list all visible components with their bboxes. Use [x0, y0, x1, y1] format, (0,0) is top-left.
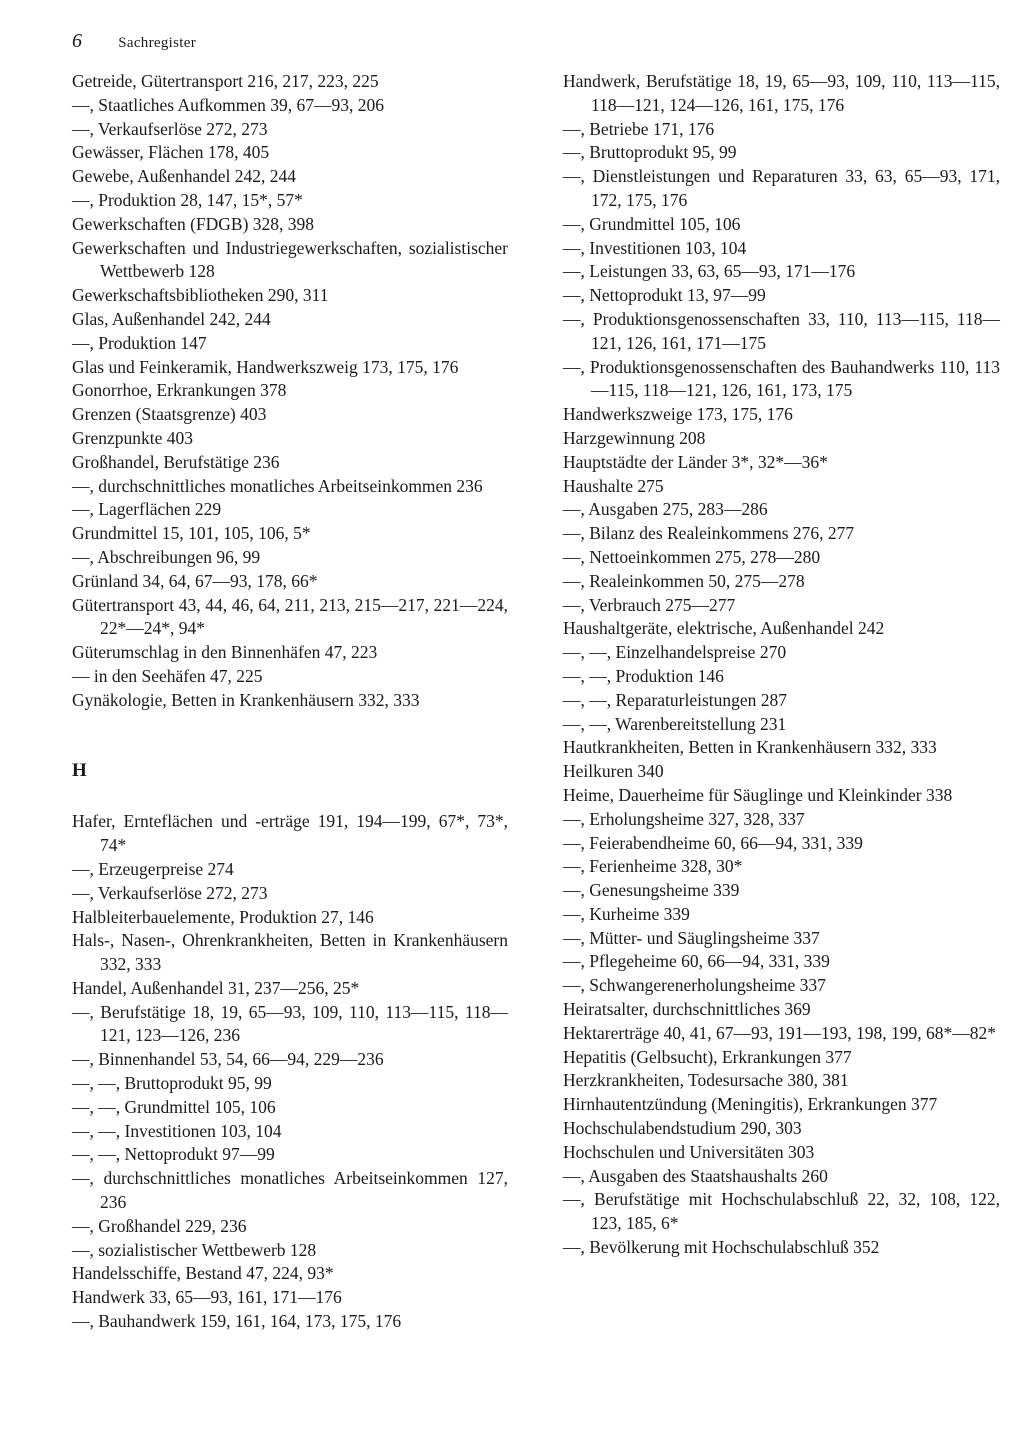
index-entry: Güterumschlag in den Binnenhäfen 47, 223 [72, 642, 378, 663]
index-entry: —, Bruttoprodukt 95, 99 [563, 142, 737, 163]
index-entry: —, —, Produktion 146 [563, 665, 724, 686]
index-entry: —, —, Einzelhandelspreise 270 [563, 642, 787, 663]
index-entry: Heime, Dauerheime für Säuglinge und Kleinkinder 338 [563, 784, 953, 805]
index-entry: —, —, Reparaturleistungen 287 [563, 689, 788, 710]
left-entries-after [72, 810, 508, 1334]
index-entry: Handwerk 33, 65—93, 161, 171—176 [72, 1287, 342, 1308]
index-entry: —, —, Investitionen 103, 104 [72, 1120, 282, 1141]
running-title: Sachregister [118, 35, 196, 51]
index-entry: —, Abschreibungen 96, 99 [72, 546, 261, 567]
index-entry: —, durchschnittliches monatliches Arbeitseinkommen 236 [72, 475, 483, 496]
index-entry: Handwerkszweige 173, 175, 176 [563, 404, 793, 425]
index-entry: —, Bilanz des Realeinkommens 276, 277 [563, 523, 855, 544]
index-entry: Grenzpunkte 403 [72, 427, 194, 448]
index-entry: Handwerk, Berufstätige 18, 19, 65—93, 109, 110, 113—115, 118—121, 124—126, 161, 175, 176 [563, 71, 1000, 115]
index-entry: —, Investitionen 103, 104 [563, 237, 747, 258]
index-entry: —, Mütter- und Säuglingsheime 337 [563, 927, 820, 948]
index-entry: —, Grundmittel 105, 106 [563, 213, 741, 234]
index-entry: Hepatitis (Gelbsucht), Erkrankungen 377 [563, 1046, 852, 1067]
index-entry: —, sozialistischer Wettbewerb 128 [72, 1239, 317, 1260]
index-entry: Handelsschiffe, Bestand 47, 224, 93* [72, 1263, 334, 1284]
index-entry: —, Kurheime 339 [563, 903, 690, 924]
index-entry: —, Verbrauch 275—277 [563, 594, 736, 615]
index-entry: Gewerkschaften (FDGB) 328, 398 [72, 213, 315, 234]
index-entry: Hochschulabendstudium 290, 303 [563, 1118, 802, 1139]
index-entry: Haushalte 275 [563, 475, 664, 496]
index-entry: Hochschulen und Universitäten 303 [563, 1141, 815, 1162]
index-entry: —, Produktionsgenossenschaften des Bauhandwerks 110, 113—115, 118—121, 126, 161, 173, 175 [563, 356, 1000, 401]
index-entry: Handel, Außenhandel 31, 237—256, 25* [72, 977, 360, 998]
index-entry: —, Nettoprodukt 13, 97—99 [563, 285, 766, 306]
index-entry: Getreide, Gütertransport 216, 217, 223, 225 [72, 71, 379, 91]
index-entry: — in den Seehäfen 47, 225 [72, 665, 263, 686]
index-entry: —, Bauhandwerk 159, 161, 164, 173, 175, 176 [72, 1311, 402, 1332]
index-entry: Hauptstädte der Länder 3*, 32*—36* [563, 451, 828, 472]
index-entry: —, Berufstätige 18, 19, 65—93, 109, 110, 113—115, 118—121, 123—126, 236 [72, 1001, 508, 1046]
index-entry: Halbleiterbauelemente, Produktion 27, 146 [72, 906, 374, 927]
index-entry: —, Staatliches Aufkommen 39, 67—93, 206 [72, 94, 385, 115]
index-entry: —, Verkaufserlöse 272, 273 [72, 882, 268, 903]
index-entry: Großhandel, Berufstätige 236 [72, 451, 280, 472]
index-entry: —, Betriebe 171, 176 [563, 118, 715, 139]
index-entry: Glas und Feinkeramik, Handwerkszweig 173, 175, 176 [72, 356, 459, 377]
index-entry: —, Produktion 28, 147, 15*, 57* [72, 189, 303, 210]
index-entry: —, Großhandel 229, 236 [72, 1215, 247, 1236]
index-entry: —, —, Nettoprodukt 97—99 [72, 1144, 275, 1165]
index-entry: Hektarerträge 40, 41, 67—93, 191—193, 198, 199, 68*—82* [563, 1022, 997, 1043]
index-entry: Herzkrankheiten, Todesursache 380, 381 [563, 1070, 849, 1091]
section-letter-h: H [72, 759, 87, 781]
index-entry: —, Produktionsgenossenschaften 33, 110, 113—115, 118—121, 126, 161, 171—175 [563, 308, 1000, 353]
index-entry: —, Dienstleistungen und Reparaturen 33, 63, 65—93, 171, 172, 175, 176 [563, 166, 1000, 210]
index-entry: —, Lagerflächen 229 [72, 499, 222, 520]
index-entry: Hals-, Nasen-, Ohrenkrankheiten, Betten in Krankenhäusern 332, 333 [72, 930, 508, 975]
index-entry: —, Erzeugerpreise 274 [72, 858, 234, 879]
index-entry: —, Realeinkommen 50, 275—278 [563, 570, 805, 591]
index-entry: Gewässer, Flächen 178, 405 [72, 142, 270, 163]
index-entry: —, Verkaufserlöse 272, 273 [72, 118, 268, 139]
index-entry: —, —, Grundmittel 105, 106 [72, 1096, 276, 1117]
index-entry: Heiratsalter, durchschnittliches 369 [563, 999, 811, 1020]
index-entry: —, Leistungen 33, 63, 65—93, 171—176 [563, 261, 856, 282]
index-entry: Grundmittel 15, 101, 105, 106, 5* [72, 523, 311, 544]
index-entry: Gewerkschaften und Industriegewerkschaften, sozialistischer Wettbewerb 128 [72, 237, 508, 282]
index-entry: —, durchschnittliches monatliches Arbeitseinkommen 127, 236 [72, 1168, 508, 1213]
index-entry: —, Ausgaben des Staatshaushalts 260 [563, 1165, 828, 1186]
index-entry: Hautkrankheiten, Betten in Krankenhäusern 332, 333 [563, 737, 937, 758]
index-entry: Heilkuren 340 [563, 761, 664, 782]
index-entry: —, Berufstätige mit Hochschulabschluß 22, 32, 108, 122, 123, 185, 6* [563, 1189, 1000, 1234]
index-entry: Gewerkschaftsbibliotheken 290, 311 [72, 285, 329, 306]
index-entry: Gynäkologie, Betten in Krankenhäusern 332, 333 [72, 689, 420, 710]
index-entry: —, Pflegeheime 60, 66—94, 331, 339 [563, 951, 830, 972]
index-entry: —, Ferienheime 328, 30* [563, 856, 743, 877]
index-entry: —, Bevölkerung mit Hochschulabschluß 352 [563, 1237, 880, 1258]
index-entry: Hafer, Ernteflächen und -erträge 191, 194—199, 67*, 73*, 74* [72, 811, 508, 856]
index-entry: —, —, Bruttoprodukt 95, 99 [72, 1073, 272, 1094]
index-entry: Haushaltgeräte, elektrische, Außenhandel 242 [563, 618, 885, 639]
page-number: 6 [72, 30, 82, 52]
index-entry: —, Genesungsheime 339 [563, 880, 740, 901]
index-entry: —, Ausgaben 275, 283—286 [563, 499, 768, 520]
index-entry: —, Nettoeinkommen 275, 278—280 [563, 546, 821, 567]
index-entry: —, Binnenhandel 53, 54, 66—94, 229—236 [72, 1049, 384, 1070]
index-entry: —, Feierabendheime 60, 66—94, 331, 339 [563, 832, 863, 853]
right-column [563, 70, 1000, 1260]
index-entry: Harzgewinnung 208 [563, 427, 706, 448]
index-entry: —, Schwangerenerholungsheime 337 [563, 975, 826, 996]
index-entry: Glas, Außenhandel 242, 244 [72, 308, 271, 329]
left-entries-before [72, 70, 508, 713]
index-entry: Hirnhautentzündung (Meningitis), Erkrankungen 377 [563, 1094, 938, 1115]
index-entry: —, —, Warenbereitstellung 231 [563, 713, 787, 734]
index-entry: Gewebe, Außenhandel 242, 244 [72, 166, 297, 187]
index-entry: —, Produktion 147 [72, 332, 207, 353]
left-column [72, 70, 508, 1334]
index-entry: Grenzen (Staatsgrenze) 403 [72, 404, 267, 425]
index-entry: Gonorrhoe, Erkrankungen 378 [72, 380, 287, 401]
index-entry: —, Erholungsheime 327, 328, 337 [563, 808, 805, 829]
index-entry: Gütertransport 43, 44, 46, 64, 211, 213, 215—217, 221—224, 22*—24*, 94* [72, 594, 508, 639]
index-entry: Grünland 34, 64, 67—93, 178, 66* [72, 570, 318, 591]
page-header [72, 30, 196, 53]
